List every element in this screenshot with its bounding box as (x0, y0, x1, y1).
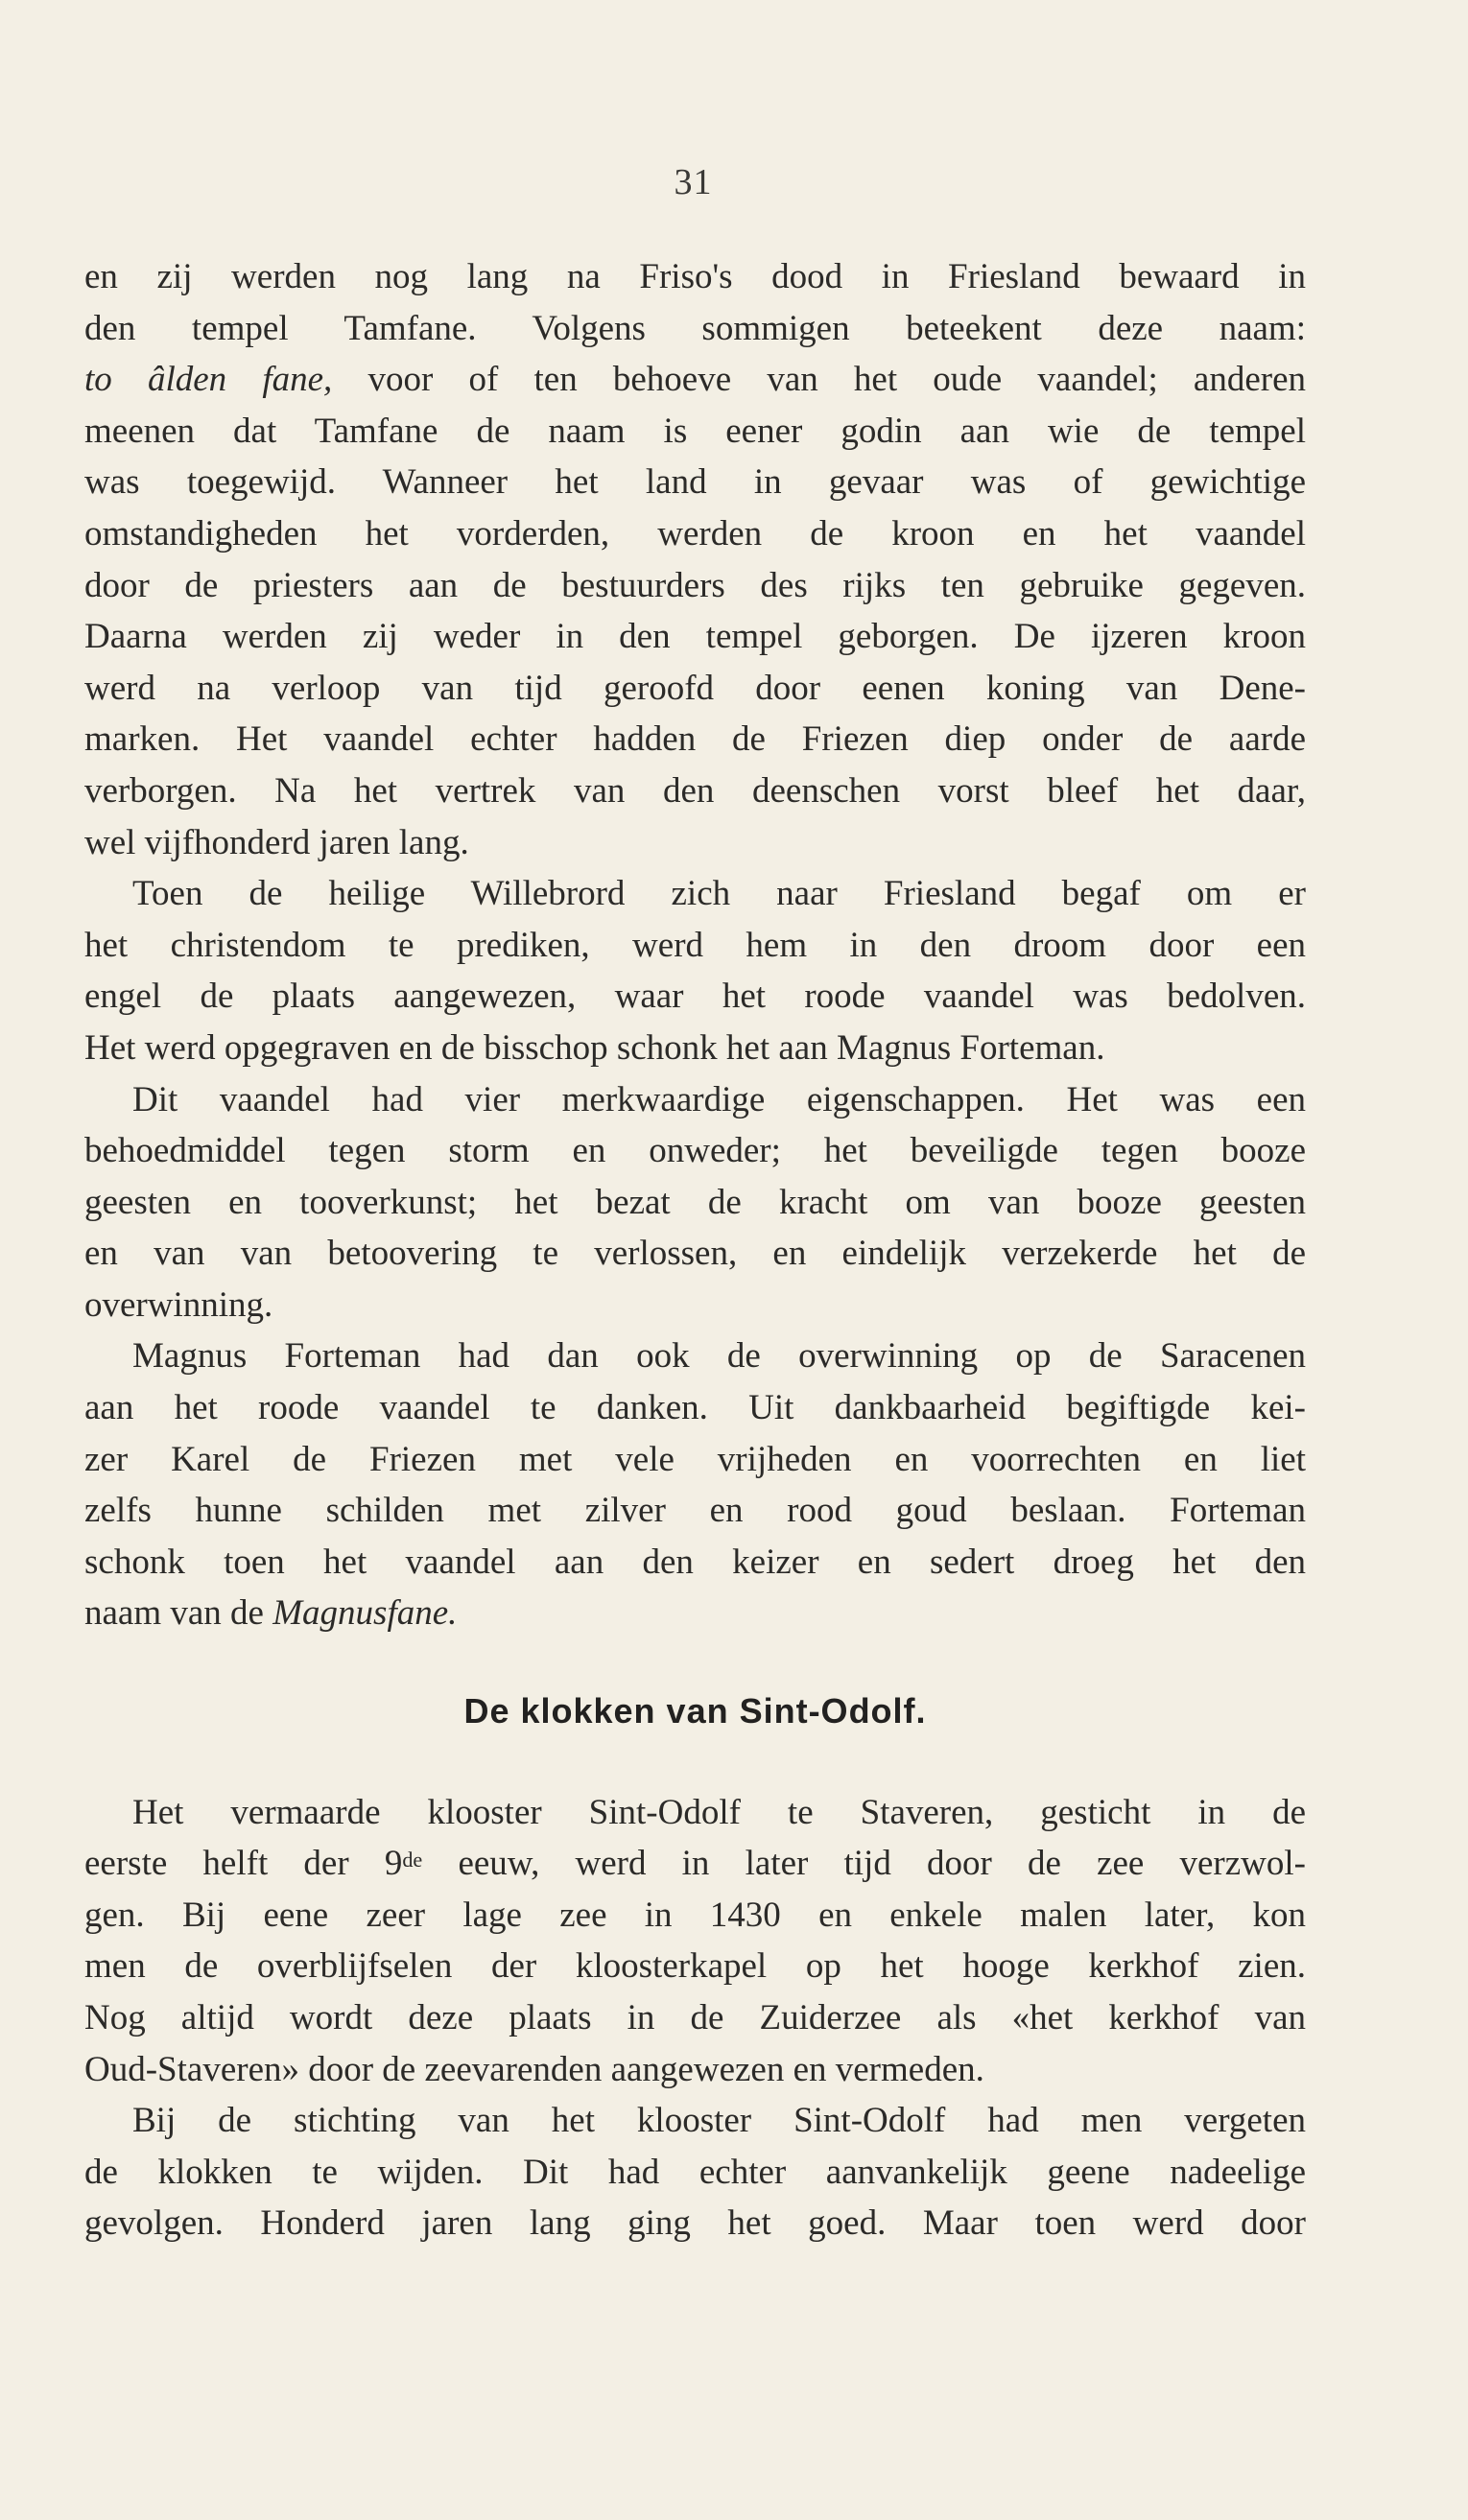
text-line: en zij werden nog lang na Friso's dood in Friesland bewaard in (84, 257, 1306, 296)
text-line: en van van betoovering te verlossen, en eindelijk verzekerde het de (84, 1234, 1306, 1274)
paragraph-klooster (84, 1787, 1306, 2096)
body-text (84, 251, 1306, 2249)
text-line: Daarna werden zij weder in den tempel geborgen. De ijzeren kroon (84, 617, 1306, 657)
text-line: engel de plaats aangewezen, waar het roode vaandel was bedolven. (84, 977, 1306, 1017)
text-line: Bij de stichting van het klooster Sint-Odolf had men vergeten (132, 2101, 1306, 2141)
italic-phrase: to âlden fane, (84, 360, 333, 400)
italic-magnusfane: Magnusfane. (272, 1593, 458, 1634)
text-line: Nog altijd wordt deze plaats in de Zuiderzee als «het kerkhof van (84, 1998, 1306, 2037)
text-line-rest: voor of ten behoeve van het oude vaandel; anderen (367, 360, 1307, 400)
text-line: wel vijfhonderd jaren lang. (84, 822, 469, 862)
text-line: zer Karel de Friezen met vele vrijheden en voorrechten en liet (84, 1439, 1306, 1479)
text-line: overwinning. (84, 1284, 273, 1325)
text-line (84, 1588, 1306, 1639)
text-line (84, 1838, 1306, 1890)
text-line: werd na verloop van tijd geroofd door eenen koning van Dene- (84, 668, 1306, 708)
text-line: verborgen. Na het vertrek van den deenschen vorst bleef het daar, (84, 770, 1306, 811)
text-line: Oud-Staveren» door de zeevarenden aangewezen en vermeden. (84, 2049, 984, 2089)
text-line-start: eerste helft der 9 (84, 1844, 403, 1884)
section-heading: De klokken van Sint-Odolf. (463, 1691, 927, 1731)
text-line: zelfs hunne schilden met zilver en rood goud beslaan. Forteman (84, 1491, 1306, 1531)
paragraph-willebrord (84, 868, 1306, 1073)
text-line: behoedmiddel tegen storm en onweder; het beveiligde tegen booze (84, 1131, 1306, 1171)
page-number: 31 (674, 162, 713, 202)
paragraph-eigenschappen (84, 1074, 1306, 1331)
text-line: Het vermaarde klooster Sint-Odolf te Staveren, gesticht in de (132, 1792, 1306, 1832)
text-line: was toegewijd. Wanneer het land in gevaar was of gewichtige (84, 462, 1306, 503)
text-line: meenen dat Tamfane de naam is eener godin aan wie de tempel (84, 411, 1306, 451)
paragraph-klokken (84, 2095, 1306, 2249)
text-line: Magnus Forteman had dan ook de overwinning op de Saracenen (132, 1336, 1306, 1377)
text-line: marken. Het vaandel echter hadden de Friezen diep onder de aarde (84, 719, 1306, 760)
paragraph-tamfane (84, 251, 1306, 868)
text-line-start: naam van de (84, 1593, 264, 1634)
text-line: gen. Bij eene zeer lage zee in 1430 en enkele malen later, kon (84, 1895, 1306, 1935)
text-line: door de priesters aan de bestuurders des rijks ten gebruike gegeven. (84, 565, 1306, 605)
text-line: den tempel Tamfane. Volgens sommigen beteekent deze naam: (84, 308, 1306, 348)
paragraph-forteman (84, 1331, 1306, 1639)
text-line: het christendom te prediken, werd hem in den droom door een (84, 925, 1306, 965)
text-line: men de overblijfselen der kloosterkapel op het hooge kerkhof zien. (84, 1946, 1306, 1987)
text-line: Toen de heilige Willebrord zich naar Friesland begaf om er (132, 874, 1306, 914)
text-line: de klokken te wijden. Dit had echter aanvankelijk geene nadeelige (84, 2152, 1306, 2192)
text-line: schonk toen het vaandel aan den keizer en sedert droeg het den (84, 1542, 1306, 1582)
text-line: gevolgen. Honderd jaren lang ging het goed. Maar toen werd door (84, 2203, 1306, 2244)
text-line (84, 354, 1306, 406)
text-line: Het werd opgegraven en de bisschop schonk het aan Magnus Forteman. (84, 1027, 1105, 1068)
text-line-rest: eeuw, werd in later tijd door de zee verzwol- (422, 1844, 1306, 1884)
text-line: aan het roode vaandel te danken. Uit dankbaarheid begiftigde kei- (84, 1388, 1306, 1428)
ordinal-superscript: de (402, 1848, 423, 1872)
text-line: Dit vaandel had vier merkwaardige eigenschappen. Het was een (132, 1079, 1306, 1119)
text-line: omstandigheden het vorderden, werden de kroon en het vaandel (84, 513, 1306, 553)
text-line: geesten en tooverkunst; het bezat de kracht om van booze geesten (84, 1182, 1306, 1222)
